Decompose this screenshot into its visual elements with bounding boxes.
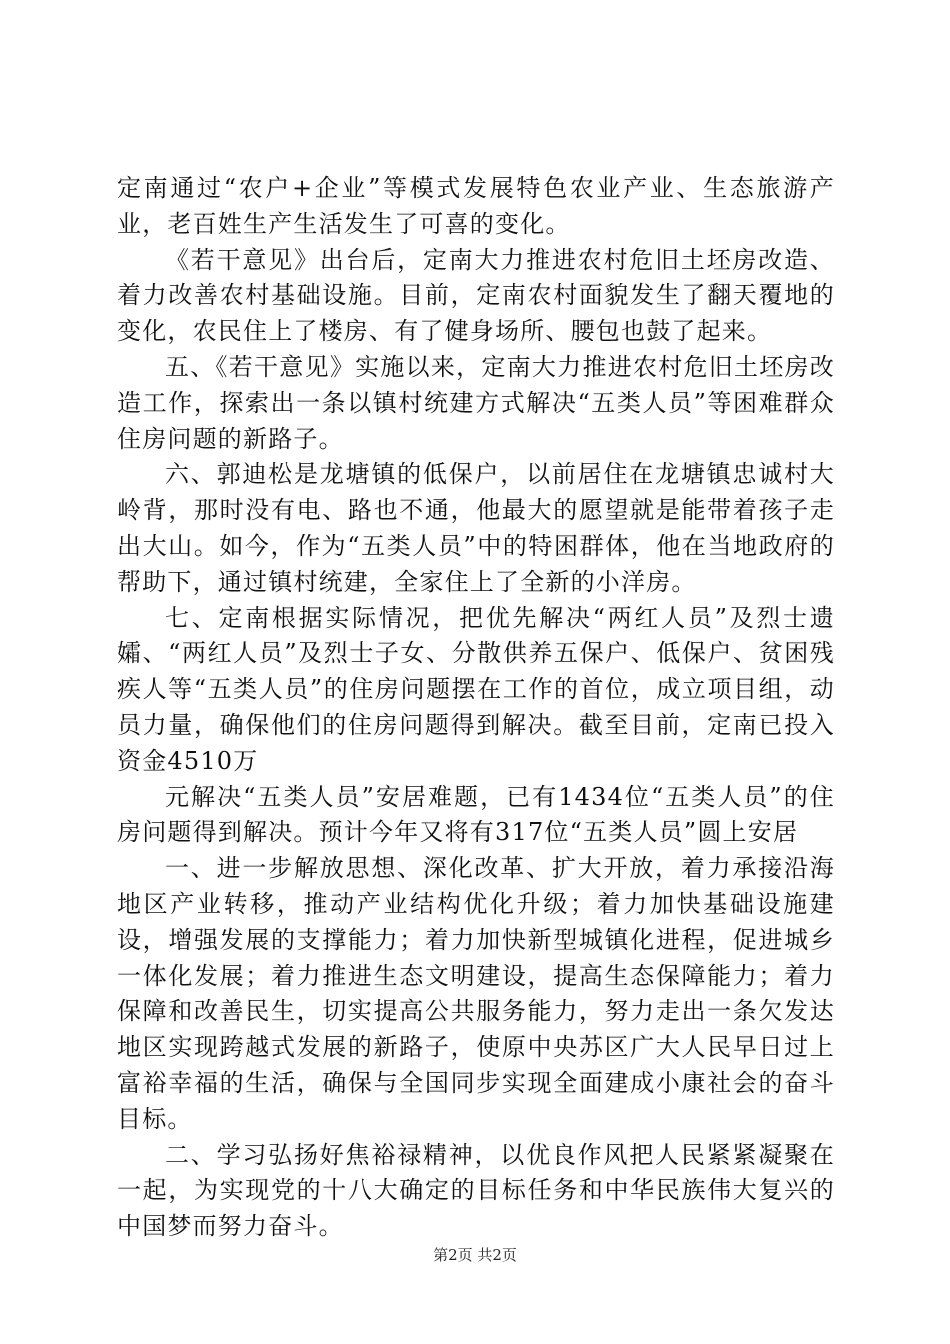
- paragraph-5: 七、定南根据实际情况，把优先解决“两红人员”及烈士遗孀、“两红人员”及烈士子女、分散供养五保户、低保户、贫困残疾人等“五类人员”的住房问题摆在工作的首位，成立项目组，动员力量，确保他们的住房问题得到解决。截至目前，定南已投入资金4510万: [117, 603, 835, 775]
- paragraph-8: 二、学习弘扬好焦裕禄精神，以优良作风把人民紧紧凝聚在一起，为实现党的十八大确定的目标任务和中华民族伟大复兴的中国梦而努力奋斗。: [117, 1140, 835, 1241]
- page-footer: 第2页 共2页: [433, 1246, 517, 1264]
- paragraph-6: 元解决“五类人员”安居难题，已有1434位“五类人员”的住房问题得到解决。预计今年又将有317位“五类人员”圆上安居: [117, 782, 835, 847]
- document-body: [117, 171, 835, 1245]
- paragraph-4: 六、郭迪松是龙塘镇的低保户，以前居住在龙塘镇忠诚村大岭背，那时没有电、路也不通，他最大的愿望就是能带着孩子走出大山。如今，作为“五类人员”中的特困群体，他在当地政府的帮助下，通过镇村统建，全家住上了全新的小洋房。: [117, 460, 835, 596]
- paragraph-2: 《若干意见》出台后，定南大力推进农村危旧土坯房改造、着力改善农村基础设施。目前，定南农村面貌发生了翻天覆地的变化，农民住上了楼房、有了健身场所、腰包也鼓了起来。: [117, 245, 835, 346]
- paragraph-1: 定南通过“农户+企业”等模式发展特色农业产业、生态旅游产业，老百姓生产生活发生了可喜的变化。: [117, 174, 835, 238]
- paragraph-3: 五、《若干意见》实施以来，定南大力推进农村危旧土坯房改造工作，探索出一条以镇村统建方式解决“五类人员”等困难群众住房问题的新路子。: [117, 352, 835, 453]
- paragraph-7: 一、进一步解放思想、深化改革、扩大开放，着力承接沿海地区产业转移，推动产业结构优化升级；着力加快基础设施建设，增强发展的支撑能力；着力加快新型城镇化进程，促进城乡一体化发展；着力推进生态文明建设，提高生态保障能力；着力保障和改善民生，切实提高公共服务能力，努力走出一条欠发达地区实现跨越式发展的新路子，使原中央苏区广大人民早日过上富裕幸福的生活，确保与全国同步实现全面建成小康社会的奋斗目标。: [117, 854, 835, 1133]
